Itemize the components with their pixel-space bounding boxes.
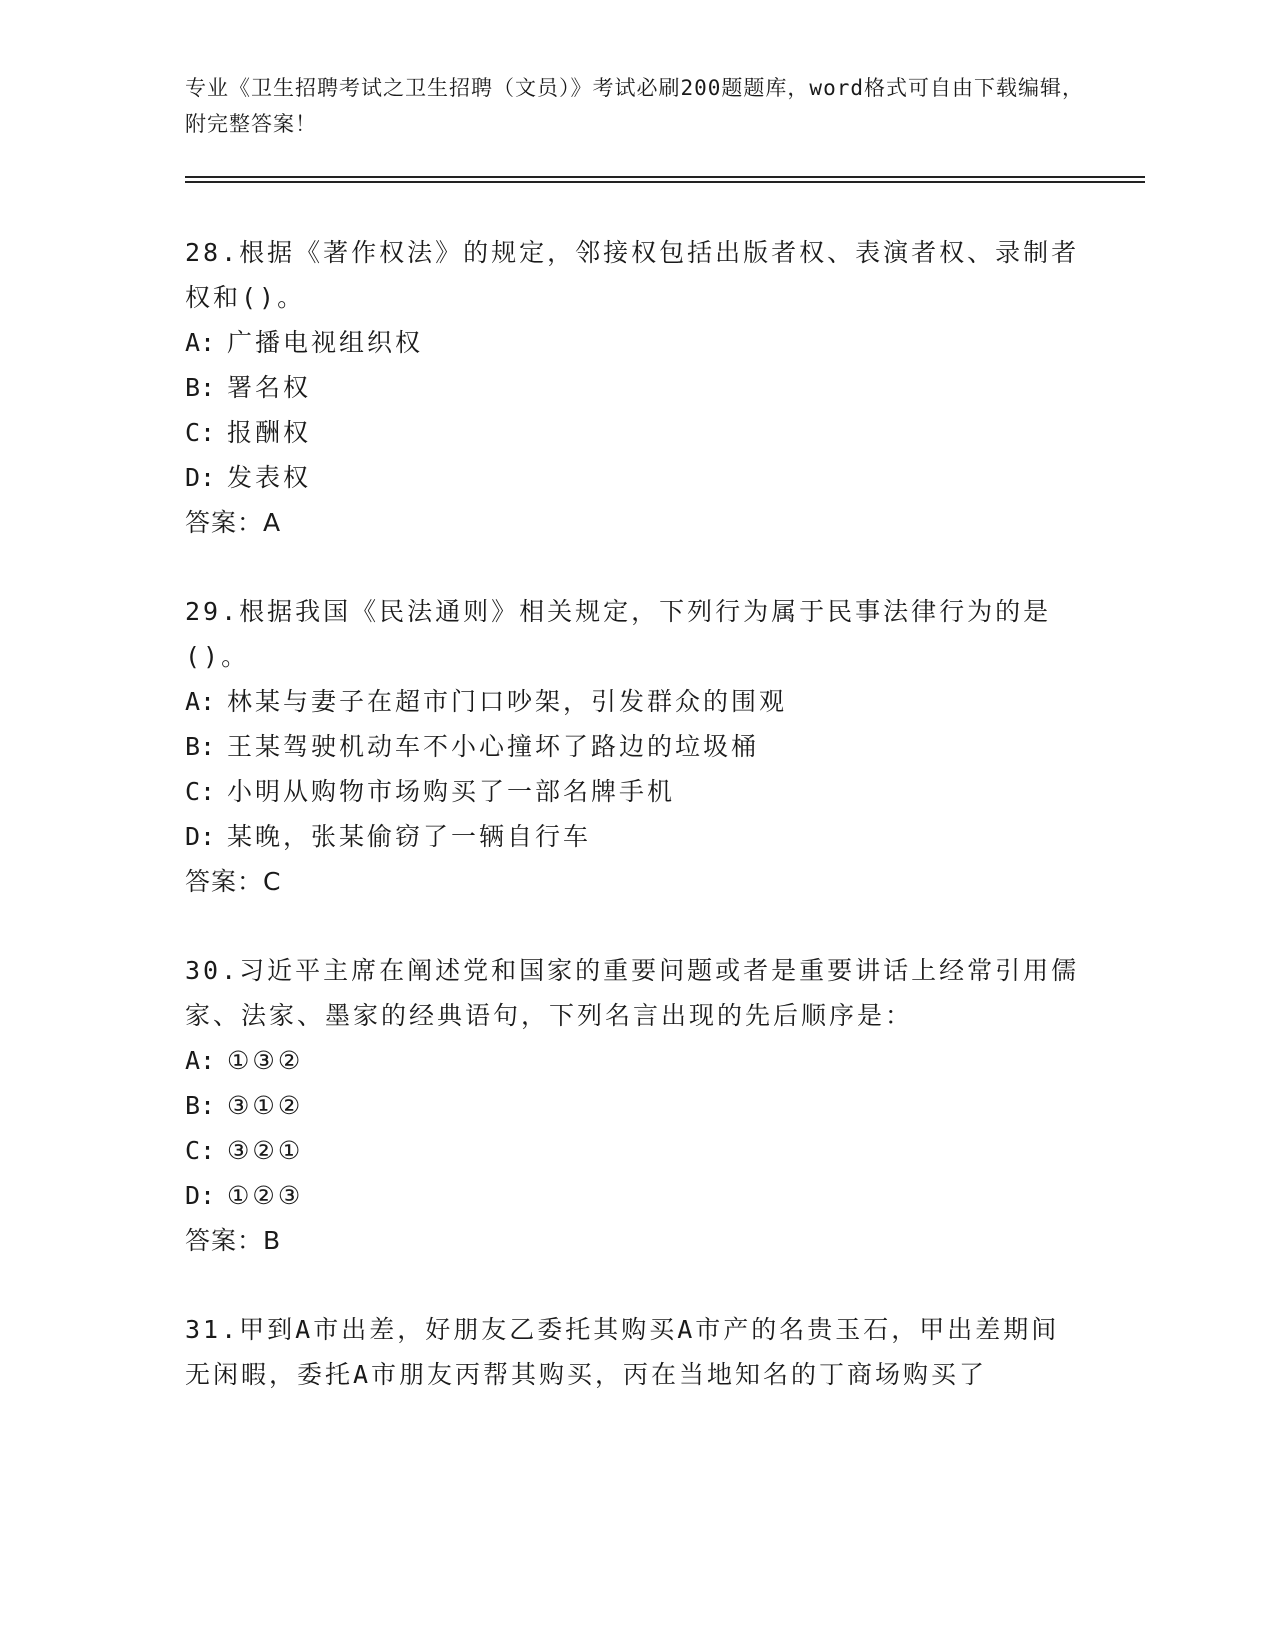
question-list: [185, 230, 1085, 1441]
option-c: [185, 769, 1085, 814]
question-stem: 29.根据我国《民法通则》相关规定，下列行为属于民事法律行为的是()。: [185, 597, 1052, 671]
option-c: [185, 410, 1085, 455]
option-key: A:: [185, 1046, 216, 1075]
option-key: B:: [185, 1091, 216, 1120]
header-divider-bottom: [185, 181, 1145, 183]
option-text: 王某驾驶机动车不小心撞坏了路边的垃圾桶: [227, 732, 760, 761]
option-text: 某晚，张某偷窃了一辆自行车: [227, 822, 592, 851]
option-c: [185, 1128, 1085, 1173]
option-text: 署名权: [227, 373, 312, 402]
option-b: [185, 724, 1085, 769]
answer: 答案：C: [185, 867, 282, 896]
option-key: C:: [185, 777, 216, 806]
option-key: C:: [185, 1136, 216, 1165]
option-text: 林某与妻子在超市门口吵架，引发群众的围观: [227, 687, 788, 716]
header-divider-top: [185, 176, 1145, 178]
question-stem: 30.习近平主席在阐述党和国家的重要问题或者是重要讲话上经常引用儒家、法家、墨家的经典语句，下列名言出现的先后顺序是：: [185, 956, 1080, 1030]
option-text: ①②③: [227, 1181, 304, 1210]
answer: 答案：A: [185, 508, 282, 537]
option-a: [185, 1038, 1085, 1083]
option-a: [185, 320, 1085, 365]
option-key: C:: [185, 418, 216, 447]
question-stem: 28.根据《著作权法》的规定，邻接权包括出版者权、表演者权、录制者权和()。: [185, 238, 1080, 312]
option-b: [185, 1083, 1085, 1128]
option-text: 报酬权: [227, 418, 312, 447]
option-key: A:: [185, 687, 216, 716]
option-b: [185, 365, 1085, 410]
option-text: 广播电视组织权: [227, 328, 424, 357]
question-30: [185, 948, 1085, 1263]
question-31: [185, 1307, 1085, 1397]
option-text: 发表权: [227, 463, 312, 492]
answer: 答案：B: [185, 1226, 282, 1255]
option-text: 小明从购物市场购买了一部名牌手机: [227, 777, 676, 806]
question-28: [185, 230, 1085, 545]
option-a: [185, 679, 1085, 724]
option-text: ③②①: [227, 1136, 304, 1165]
option-text: ③①②: [227, 1091, 304, 1120]
question-29: [185, 589, 1085, 904]
option-key: D:: [185, 1181, 216, 1210]
option-key: A:: [185, 328, 216, 357]
option-key: B:: [185, 373, 216, 402]
document-header: 专业《卫生招聘考试之卫生招聘（文员）》考试必刷200题题库，word格式可自由下载编辑，附完整答案！: [185, 76, 1084, 136]
option-key: D:: [185, 822, 216, 851]
question-stem: 31.甲到A市出差，好朋友乙委托其购买A市产的名贵玉石，甲出差期间无闲暇，委托A市朋友丙帮其购买，丙在当地知名的丁商场购买了: [185, 1315, 1060, 1389]
option-key: B:: [185, 732, 216, 761]
option-key: D:: [185, 463, 216, 492]
option-text: ①③②: [227, 1046, 304, 1075]
option-d: [185, 1173, 1085, 1218]
option-d: [185, 455, 1085, 500]
option-d: [185, 814, 1085, 859]
